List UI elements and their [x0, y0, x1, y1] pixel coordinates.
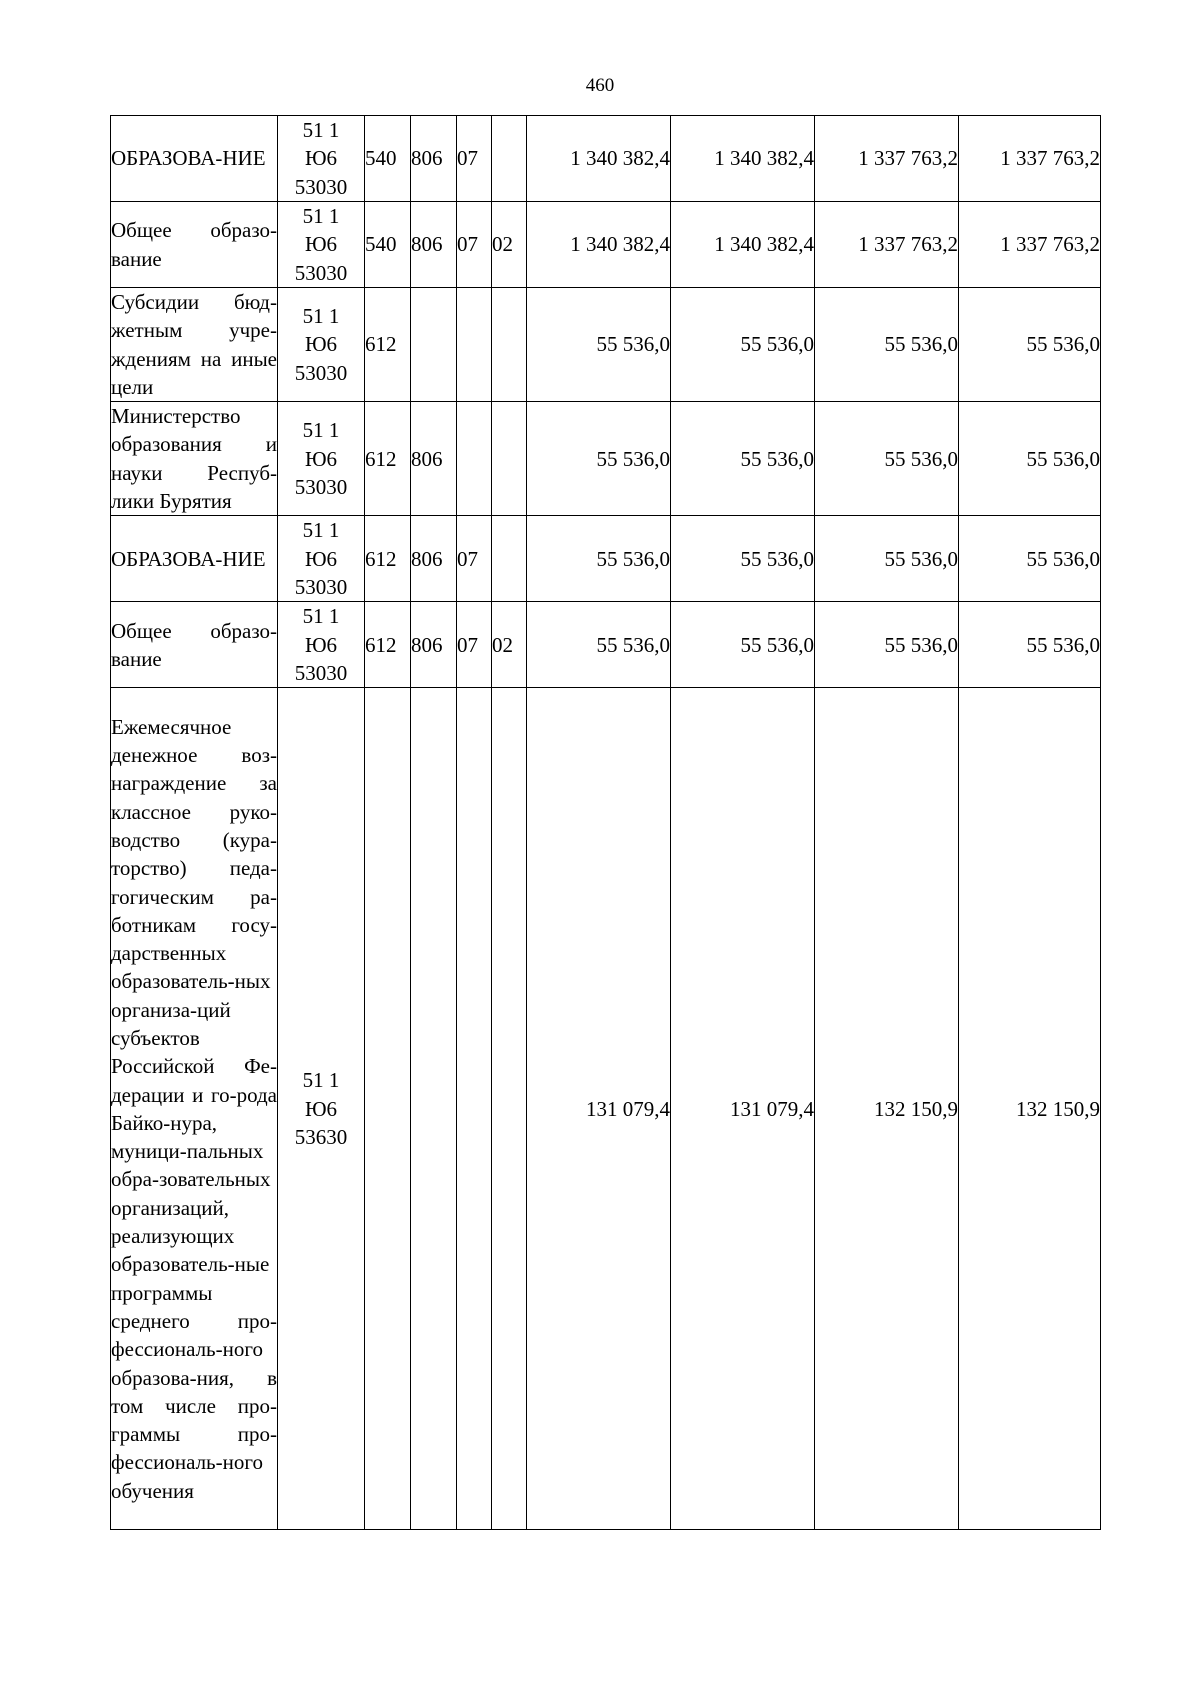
target-article-line: Ю6 [304, 632, 338, 657]
amount-cell: 1 340 382,4 [671, 116, 815, 202]
amount-cell: 1 340 382,4 [671, 202, 815, 288]
row-name-cell [111, 288, 278, 402]
section-cell [457, 402, 492, 516]
table-row [111, 288, 1101, 402]
table-row [111, 602, 1101, 688]
target-article-line: 51 1 [302, 118, 340, 143]
target-article-line: Ю6 [304, 546, 338, 571]
table-row [111, 402, 1101, 516]
amount-cell: 55 536,0 [959, 602, 1101, 688]
amount-cell: 55 536,0 [959, 288, 1101, 402]
amount-cell: 131 079,4 [527, 688, 671, 1530]
target-article-line: Ю6 [304, 446, 338, 471]
target-article-line: Ю6 [304, 146, 338, 171]
row-name-cell [111, 602, 278, 688]
target-article-cell [278, 602, 365, 688]
table-row [111, 116, 1101, 202]
subsection-cell: 02 [492, 202, 527, 288]
subsection-cell [492, 402, 527, 516]
section-cell: 07 [457, 516, 492, 602]
section-cell: 07 [457, 202, 492, 288]
row-name-cell [111, 202, 278, 288]
expense-type-cell: 612 [365, 516, 411, 602]
amount-cell: 55 536,0 [527, 288, 671, 402]
row-name-cell [111, 116, 278, 202]
amount-cell: 1 337 763,2 [959, 202, 1101, 288]
subsection-cell [492, 516, 527, 602]
row-name: Общее образо-вание [111, 618, 277, 671]
ministry-code-cell [411, 288, 457, 402]
amount-cell: 55 536,0 [815, 402, 959, 516]
ministry-code-cell: 806 [411, 516, 457, 602]
amount-cell: 55 536,0 [959, 516, 1101, 602]
amount-cell: 1 340 382,4 [527, 202, 671, 288]
expense-type-cell: 540 [365, 116, 411, 202]
section-cell: 07 [457, 116, 492, 202]
row-name-cell [111, 688, 278, 1530]
table-row [111, 516, 1101, 602]
target-article-cell [278, 202, 365, 288]
amount-cell: 55 536,0 [671, 516, 815, 602]
section-cell [457, 288, 492, 402]
target-article-line: Ю6 [304, 1096, 338, 1121]
ministry-code-cell: 806 [411, 602, 457, 688]
target-article-line: 51 1 [302, 604, 340, 629]
amount-cell: 55 536,0 [815, 602, 959, 688]
expense-type-cell: 612 [365, 288, 411, 402]
target-article-cell [278, 516, 365, 602]
table-row [111, 688, 1101, 1530]
subsection-cell: 02 [492, 602, 527, 688]
expense-type-cell: 612 [365, 602, 411, 688]
amount-cell: 55 536,0 [815, 288, 959, 402]
target-article-line: 53030 [294, 575, 348, 600]
target-article-line: 51 1 [302, 1068, 340, 1093]
row-name: Субсидии бюд-жетным учре-ждениям на иные цели [111, 290, 277, 399]
amount-cell: 1 340 382,4 [527, 116, 671, 202]
ministry-code-cell [411, 688, 457, 1530]
row-name: ОБРАЗОВА-НИЕ [111, 546, 266, 571]
row-name-cell [111, 516, 278, 602]
amount-cell: 55 536,0 [671, 602, 815, 688]
amount-cell: 132 150,9 [959, 688, 1101, 1530]
row-name: Министерство образования и науки Респуб-лики Бурятия [111, 404, 277, 514]
target-article-cell [278, 688, 365, 1530]
target-article-line: 51 1 [302, 304, 340, 329]
amount-cell: 1 337 763,2 [815, 116, 959, 202]
target-article-cell [278, 402, 365, 516]
subsection-cell [492, 688, 527, 1530]
target-article-line: 53630 [294, 1125, 348, 1150]
target-article-line: 53030 [294, 474, 348, 499]
target-article-line: 53030 [294, 360, 348, 385]
amount-cell: 55 536,0 [815, 516, 959, 602]
ministry-code-cell: 806 [411, 116, 457, 202]
target-article-line: 53030 [294, 174, 348, 199]
target-article-line: 53030 [294, 260, 348, 285]
amount-cell: 55 536,0 [671, 288, 815, 402]
row-name: Ежемесячное денежное воз-награждение за классное руко-водство (кура-торство) педа-гогическим ра-ботникам госу-дарственных образователь-ных организа-ций субъектов Российской Фе-дерации и го-рода Байко-нура, муници-пальных обра-зовательных организаций, реализующих образователь-ные программы среднего про-фессиональ-ного образова-ния, в том числе про-граммы про-фессиональ-ного обучения [111, 714, 277, 1503]
amount-cell: 131 079,4 [671, 688, 815, 1530]
row-name: ОБРАЗОВА-НИЕ [111, 146, 266, 171]
target-article-line: 53030 [294, 661, 348, 686]
row-name: Общее образо-вание [111, 218, 277, 271]
expense-type-cell: 612 [365, 402, 411, 516]
table-row [111, 202, 1101, 288]
amount-cell: 55 536,0 [527, 516, 671, 602]
amount-cell: 55 536,0 [527, 602, 671, 688]
page-number: 460 [585, 75, 615, 96]
section-cell: 07 [457, 602, 492, 688]
subsection-cell [492, 288, 527, 402]
target-article-cell [278, 116, 365, 202]
amount-cell: 132 150,9 [815, 688, 959, 1530]
target-article-line: 51 1 [302, 418, 340, 443]
target-article-line: 51 1 [302, 204, 340, 229]
section-cell [457, 688, 492, 1530]
amount-cell: 55 536,0 [671, 402, 815, 516]
subsection-cell [492, 116, 527, 202]
expense-type-cell [365, 688, 411, 1530]
amount-cell: 1 337 763,2 [959, 116, 1101, 202]
expense-type-cell: 540 [365, 202, 411, 288]
amount-cell: 1 337 763,2 [815, 202, 959, 288]
ministry-code-cell: 806 [411, 202, 457, 288]
amount-cell: 55 536,0 [527, 402, 671, 516]
target-article-line: Ю6 [304, 332, 338, 357]
target-article-line: Ю6 [304, 232, 338, 257]
target-article-line: 51 1 [302, 518, 340, 543]
ministry-code-cell: 806 [411, 402, 457, 516]
target-article-cell [278, 288, 365, 402]
row-name-cell [111, 402, 278, 516]
budget-table [110, 115, 1101, 1530]
amount-cell: 55 536,0 [959, 402, 1101, 516]
